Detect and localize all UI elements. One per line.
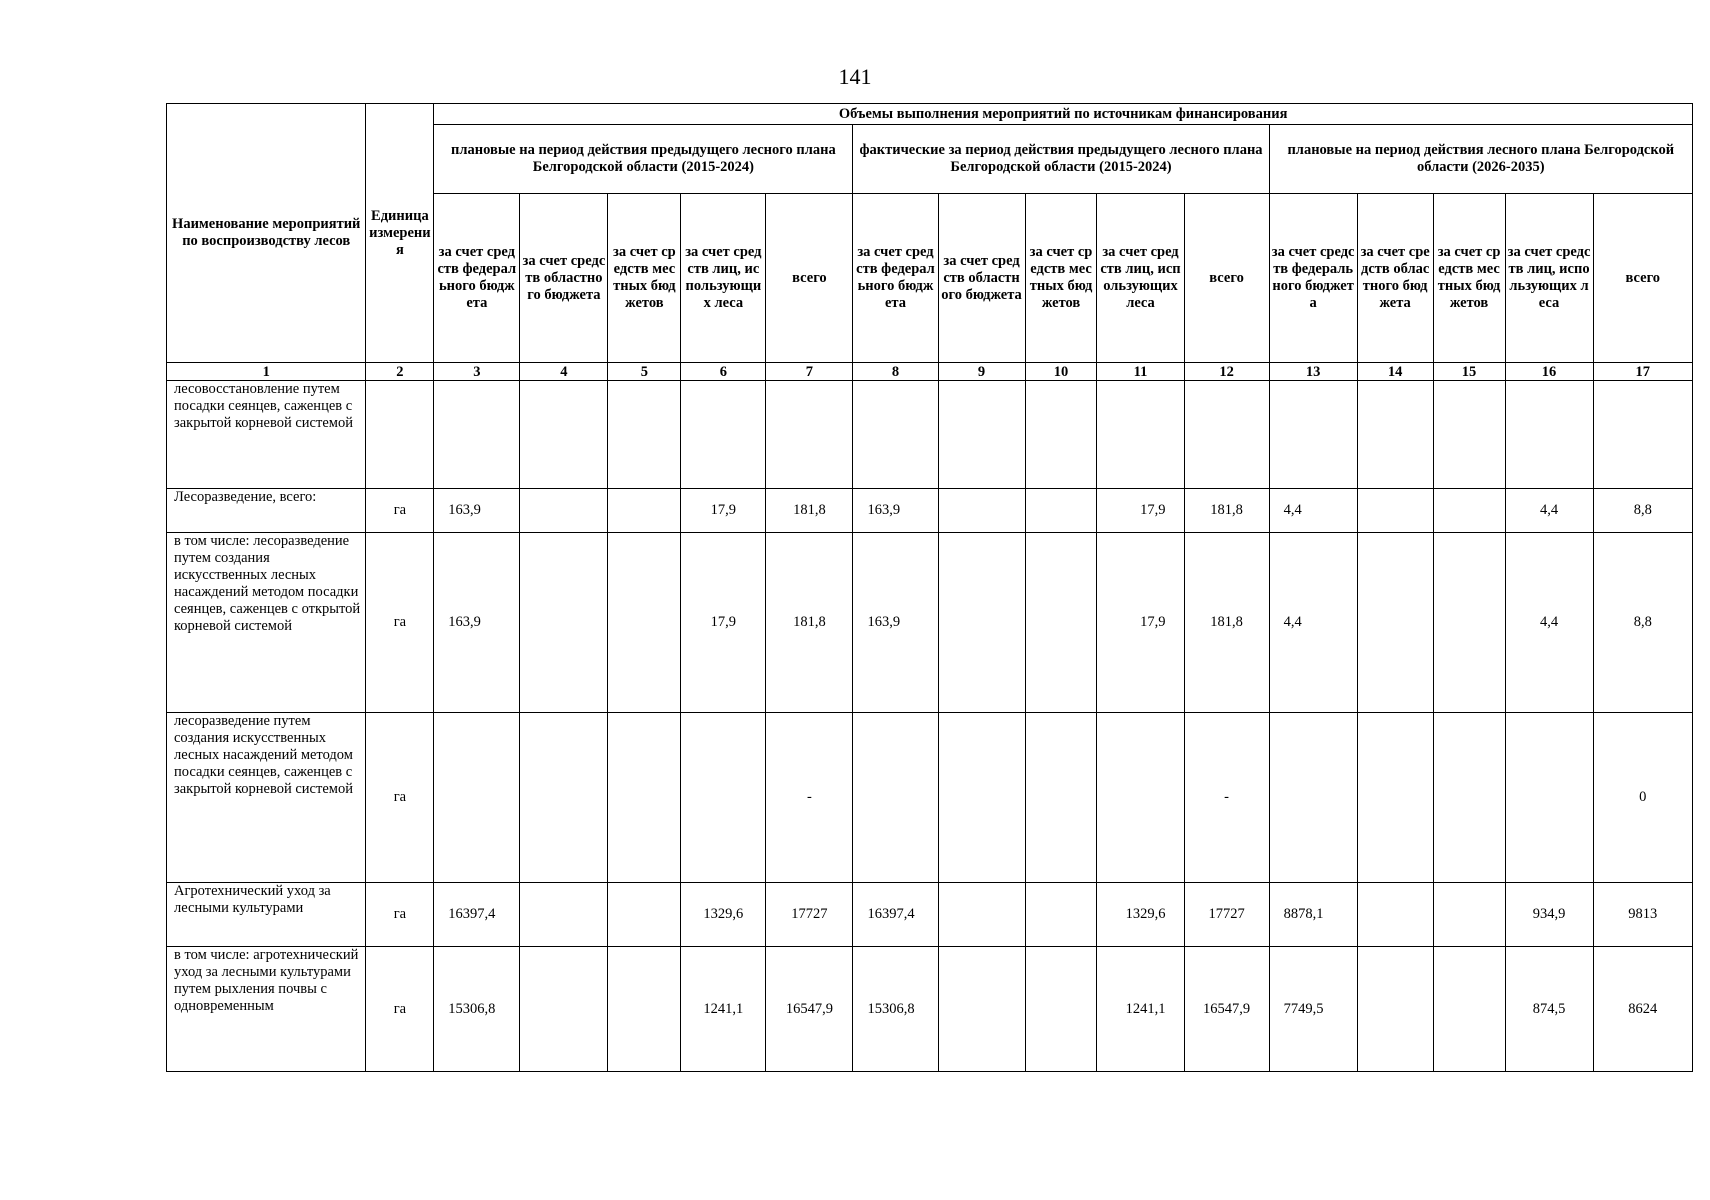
value-cell [608,381,681,489]
value-cell [938,533,1025,713]
value-cell [520,381,608,489]
value-cell [1025,489,1097,533]
subheader-regional: за счет средств областного бюджета [520,194,608,363]
value-cell [1025,713,1097,883]
value-cell: 1241,1 [681,947,766,1072]
col-number: 1 [167,363,366,381]
subheader-federal: за счет средств федерального бюджета [434,194,520,363]
value-cell [608,489,681,533]
subheader-regional: за счет средств областного бюджета [938,194,1025,363]
value-cell [1593,381,1692,489]
value-cell [1433,947,1505,1072]
value-cell: 163,9 [853,489,938,533]
subheader-total: всего [1593,194,1692,363]
value-cell [520,947,608,1072]
value-cell: 934,9 [1505,883,1593,947]
value-cell [938,883,1025,947]
value-cell: 16397,4 [434,883,520,947]
value-cell: 17,9 [681,489,766,533]
col-number: 3 [434,363,520,381]
value-cell: 15306,8 [853,947,938,1072]
value-cell: 874,5 [1505,947,1593,1072]
value-cell: 4,4 [1505,489,1593,533]
table-row [167,533,1693,713]
activity-name-cell: в том числе: лесоразведение путем создания искусственных лесных насаждений методом посадки сеянцев, саженцев с открытой корневой системой [167,533,366,713]
header-group-planned-prev: плановые на период действия предыдущего лесного плана Белгородской области (2015-2024) [434,125,853,194]
value-cell [938,713,1025,883]
value-cell: 17,9 [1097,489,1184,533]
value-cell [681,713,766,883]
value-cell: 8,8 [1593,533,1692,713]
col-number: 2 [366,363,434,381]
value-cell: 8624 [1593,947,1692,1072]
col-number: 14 [1357,363,1433,381]
subheader-users: за счет средств лиц, использующих леса [1097,194,1184,363]
table-body [167,381,1693,1072]
subheader-total: всего [1184,194,1269,363]
value-cell [1505,381,1593,489]
col-number: 4 [520,363,608,381]
unit-cell: га [366,489,434,533]
value-cell [853,713,938,883]
value-cell [1433,883,1505,947]
value-cell: 4,4 [1269,489,1357,533]
value-cell [434,713,520,883]
value-cell [1433,533,1505,713]
activity-name-cell: лесовосстановление путем посадки сеянцев, саженцев с закрытой корневой системой [167,381,366,489]
value-cell [766,381,853,489]
value-cell [1025,381,1097,489]
value-cell: 0 [1593,713,1692,883]
col-number: 5 [608,363,681,381]
value-cell [1357,883,1433,947]
subheader-regional: за счет средств областного бюджета [1357,194,1433,363]
value-cell: 16547,9 [1184,947,1269,1072]
value-cell: 4,4 [1269,533,1357,713]
value-cell: 15306,8 [434,947,520,1072]
value-cell [1184,381,1269,489]
value-cell: 17727 [766,883,853,947]
value-cell: 181,8 [1184,533,1269,713]
value-cell [1433,381,1505,489]
value-cell [608,713,681,883]
value-cell: 181,8 [766,489,853,533]
header-activity-name: Наименование мероприятий по воспроизводству лесов [167,104,366,363]
header-group-planned-new: плановые на период действия лесного плана Белгородской области (2026-2035) [1269,125,1692,194]
value-cell [608,883,681,947]
value-cell [1097,713,1184,883]
value-cell: 8878,1 [1269,883,1357,947]
value-cell [608,947,681,1072]
value-cell [1269,381,1357,489]
value-cell: - [766,713,853,883]
value-cell: - [1184,713,1269,883]
value-cell: 9813 [1593,883,1692,947]
unit-cell: га [366,947,434,1072]
col-number: 6 [681,363,766,381]
value-cell [938,381,1025,489]
activity-name-cell: Лесоразведение, всего: [167,489,366,533]
value-cell: 17727 [1184,883,1269,947]
table-row [167,489,1693,533]
value-cell [1433,713,1505,883]
value-cell: 163,9 [434,533,520,713]
value-cell [1433,489,1505,533]
page-number: 141 [838,64,872,89]
col-number: 12 [1184,363,1269,381]
activity-name-cell: Агротехнический уход за лесными культурами [167,883,366,947]
value-cell [938,489,1025,533]
value-cell [681,381,766,489]
table-row [167,381,1693,489]
value-cell [434,381,520,489]
value-cell [1269,713,1357,883]
subheader-total: всего [766,194,853,363]
value-cell: 163,9 [853,533,938,713]
column-number-row [167,363,1693,381]
table-row [167,713,1693,883]
col-number: 16 [1505,363,1593,381]
value-cell: 181,8 [766,533,853,713]
activity-name-cell: лесоразведение путем создания искусственных лесных насаждений методом посадки сеянцев, саженцев с закрытой корневой системой [167,713,366,883]
value-cell: 16547,9 [766,947,853,1072]
value-cell: 17,9 [681,533,766,713]
header-unit: Единица измерения [366,104,434,363]
subheader-local: за счет средств местных бюджетов [1025,194,1097,363]
col-number: 11 [1097,363,1184,381]
header-group-actual-prev: фактические за период действия предыдущего лесного плана Белгородской области (2015-2024) [853,125,1269,194]
unit-cell: га [366,883,434,947]
col-number: 8 [853,363,938,381]
subheader-federal: за счет средств федерального бюджета [1269,194,1357,363]
value-cell: 7749,5 [1269,947,1357,1072]
col-number: 9 [938,363,1025,381]
table-row [167,947,1693,1072]
unit-cell: га [366,713,434,883]
value-cell: 16397,4 [853,883,938,947]
unit-cell: га [366,533,434,713]
value-cell [520,713,608,883]
subheader-users: за счет средств лиц, использующих леса [1505,194,1593,363]
value-cell [1025,947,1097,1072]
value-cell [853,381,938,489]
value-cell: 8,8 [1593,489,1692,533]
subheader-federal: за счет средств федерального бюджета [853,194,938,363]
value-cell [608,533,681,713]
value-cell [1025,533,1097,713]
col-number: 7 [766,363,853,381]
value-cell [520,883,608,947]
header-volumes-title: Объемы выполнения мероприятий по источникам финансирования [434,104,1693,125]
value-cell [1025,883,1097,947]
value-cell [1357,489,1433,533]
reforestation-table [166,103,1693,1072]
value-cell [1505,713,1593,883]
col-number: 13 [1269,363,1357,381]
subheader-local: за счет средств местных бюджетов [1433,194,1505,363]
value-cell [1357,713,1433,883]
value-cell [1357,947,1433,1072]
col-number: 17 [1593,363,1692,381]
col-number: 15 [1433,363,1505,381]
value-cell [1097,381,1184,489]
value-cell [1357,533,1433,713]
value-cell: 163,9 [434,489,520,533]
value-cell: 1329,6 [681,883,766,947]
value-cell: 1329,6 [1097,883,1184,947]
value-cell [938,947,1025,1072]
value-cell: 4,4 [1505,533,1593,713]
activity-name-cell: в том числе: агротехнический уход за лесными культурами путем рыхления почвы с одновременным [167,947,366,1072]
value-cell: 1241,1 [1097,947,1184,1072]
subheader-users: за счет средств лиц, использующих леса [681,194,766,363]
table-row [167,883,1693,947]
value-cell: 181,8 [1184,489,1269,533]
value-cell [1357,381,1433,489]
unit-cell [366,381,434,489]
subheader-local: за счет средств местных бюджетов [608,194,681,363]
value-cell [520,489,608,533]
value-cell: 17,9 [1097,533,1184,713]
col-number: 10 [1025,363,1097,381]
value-cell [520,533,608,713]
